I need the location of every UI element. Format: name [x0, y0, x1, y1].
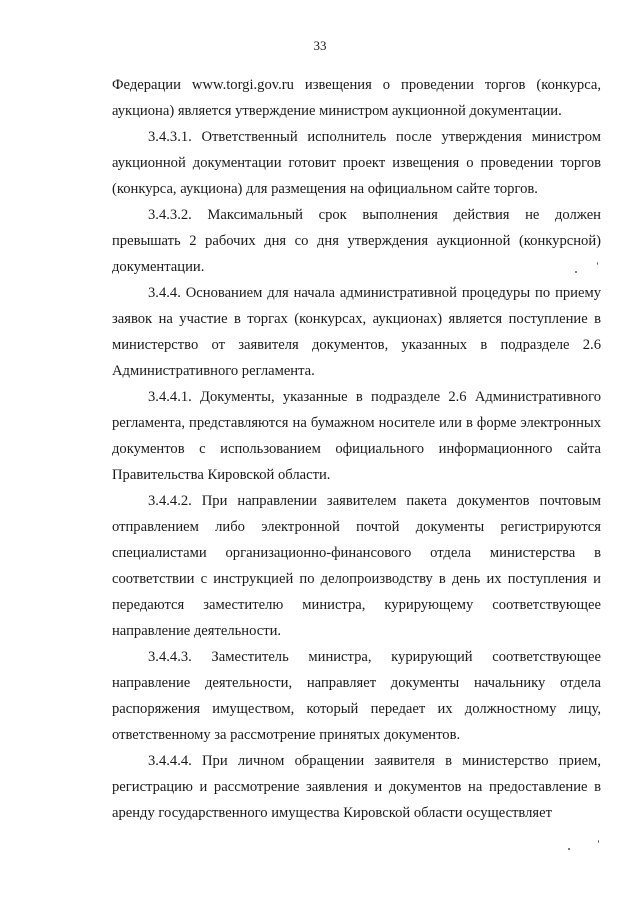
paragraph: 3.4.3.1. Ответственный исполнитель после утверждения министром аукционной документации готовит проект извещения о проведении торгов (конкурса, аукциона) для размещения на официальном сайте торгов.: [112, 129, 601, 197]
document-body: [112, 72, 601, 826]
paragraph: 3.4.4.2. При направлении заявителем пакета документов почтовым отправлением либо электронной почтой документы регистрируются специалистами организационно-финансового отдела министерства в соответствии с инструкцией по делопроизводству в день их поступления и передаются заместителю министра, курирующему соответствующее направление деятельности.: [112, 493, 601, 639]
scan-speck: [575, 271, 577, 273]
paragraph: 3.4.3.2. Максимальный срок выполнения действия не должен превышать 2 рабочих дня со дня утверждения аукционной (конкурсной) документации.: [112, 207, 601, 275]
scan-speck: [598, 840, 599, 843]
scan-speck: [597, 262, 598, 265]
scan-speck: [568, 848, 570, 850]
paragraph: 3.4.4. Основанием для начала административной процедуры по приему заявок на участие в торгах (конкурсах, аукционах) является поступление в министерство от заявителя документов, указанных в подразделе 2.6 Административного регламента.: [112, 285, 601, 379]
paragraph: 3.4.4.1. Документы, указанные в подразделе 2.6 Административного регламента, представляются на бумажном носителе или в форме электронных документов с использованием официального информационного сайта Правительства Кировской области.: [112, 389, 601, 483]
page-number: 33: [313, 38, 327, 53]
paragraph: 3.4.4.4. При личном обращении заявителя в министерство прием, регистрацию и рассмотрение заявления и документов на предоставление в аренду государственного имущества Кировской области осуществляет: [112, 753, 601, 821]
paragraph: Федерации www.torgi.gov.ru извещения о проведении торгов (конкурса, аукциона) является утверждение министром аукционной документации.: [112, 77, 601, 119]
paragraph: 3.4.4.3. Заместитель министра, курирующий соответствующее направление деятельности, направляет документы начальнику отдела распоряжения имуществом, который передает их должностному лицу, ответственному за рассмотрение принятых документов.: [112, 649, 601, 743]
